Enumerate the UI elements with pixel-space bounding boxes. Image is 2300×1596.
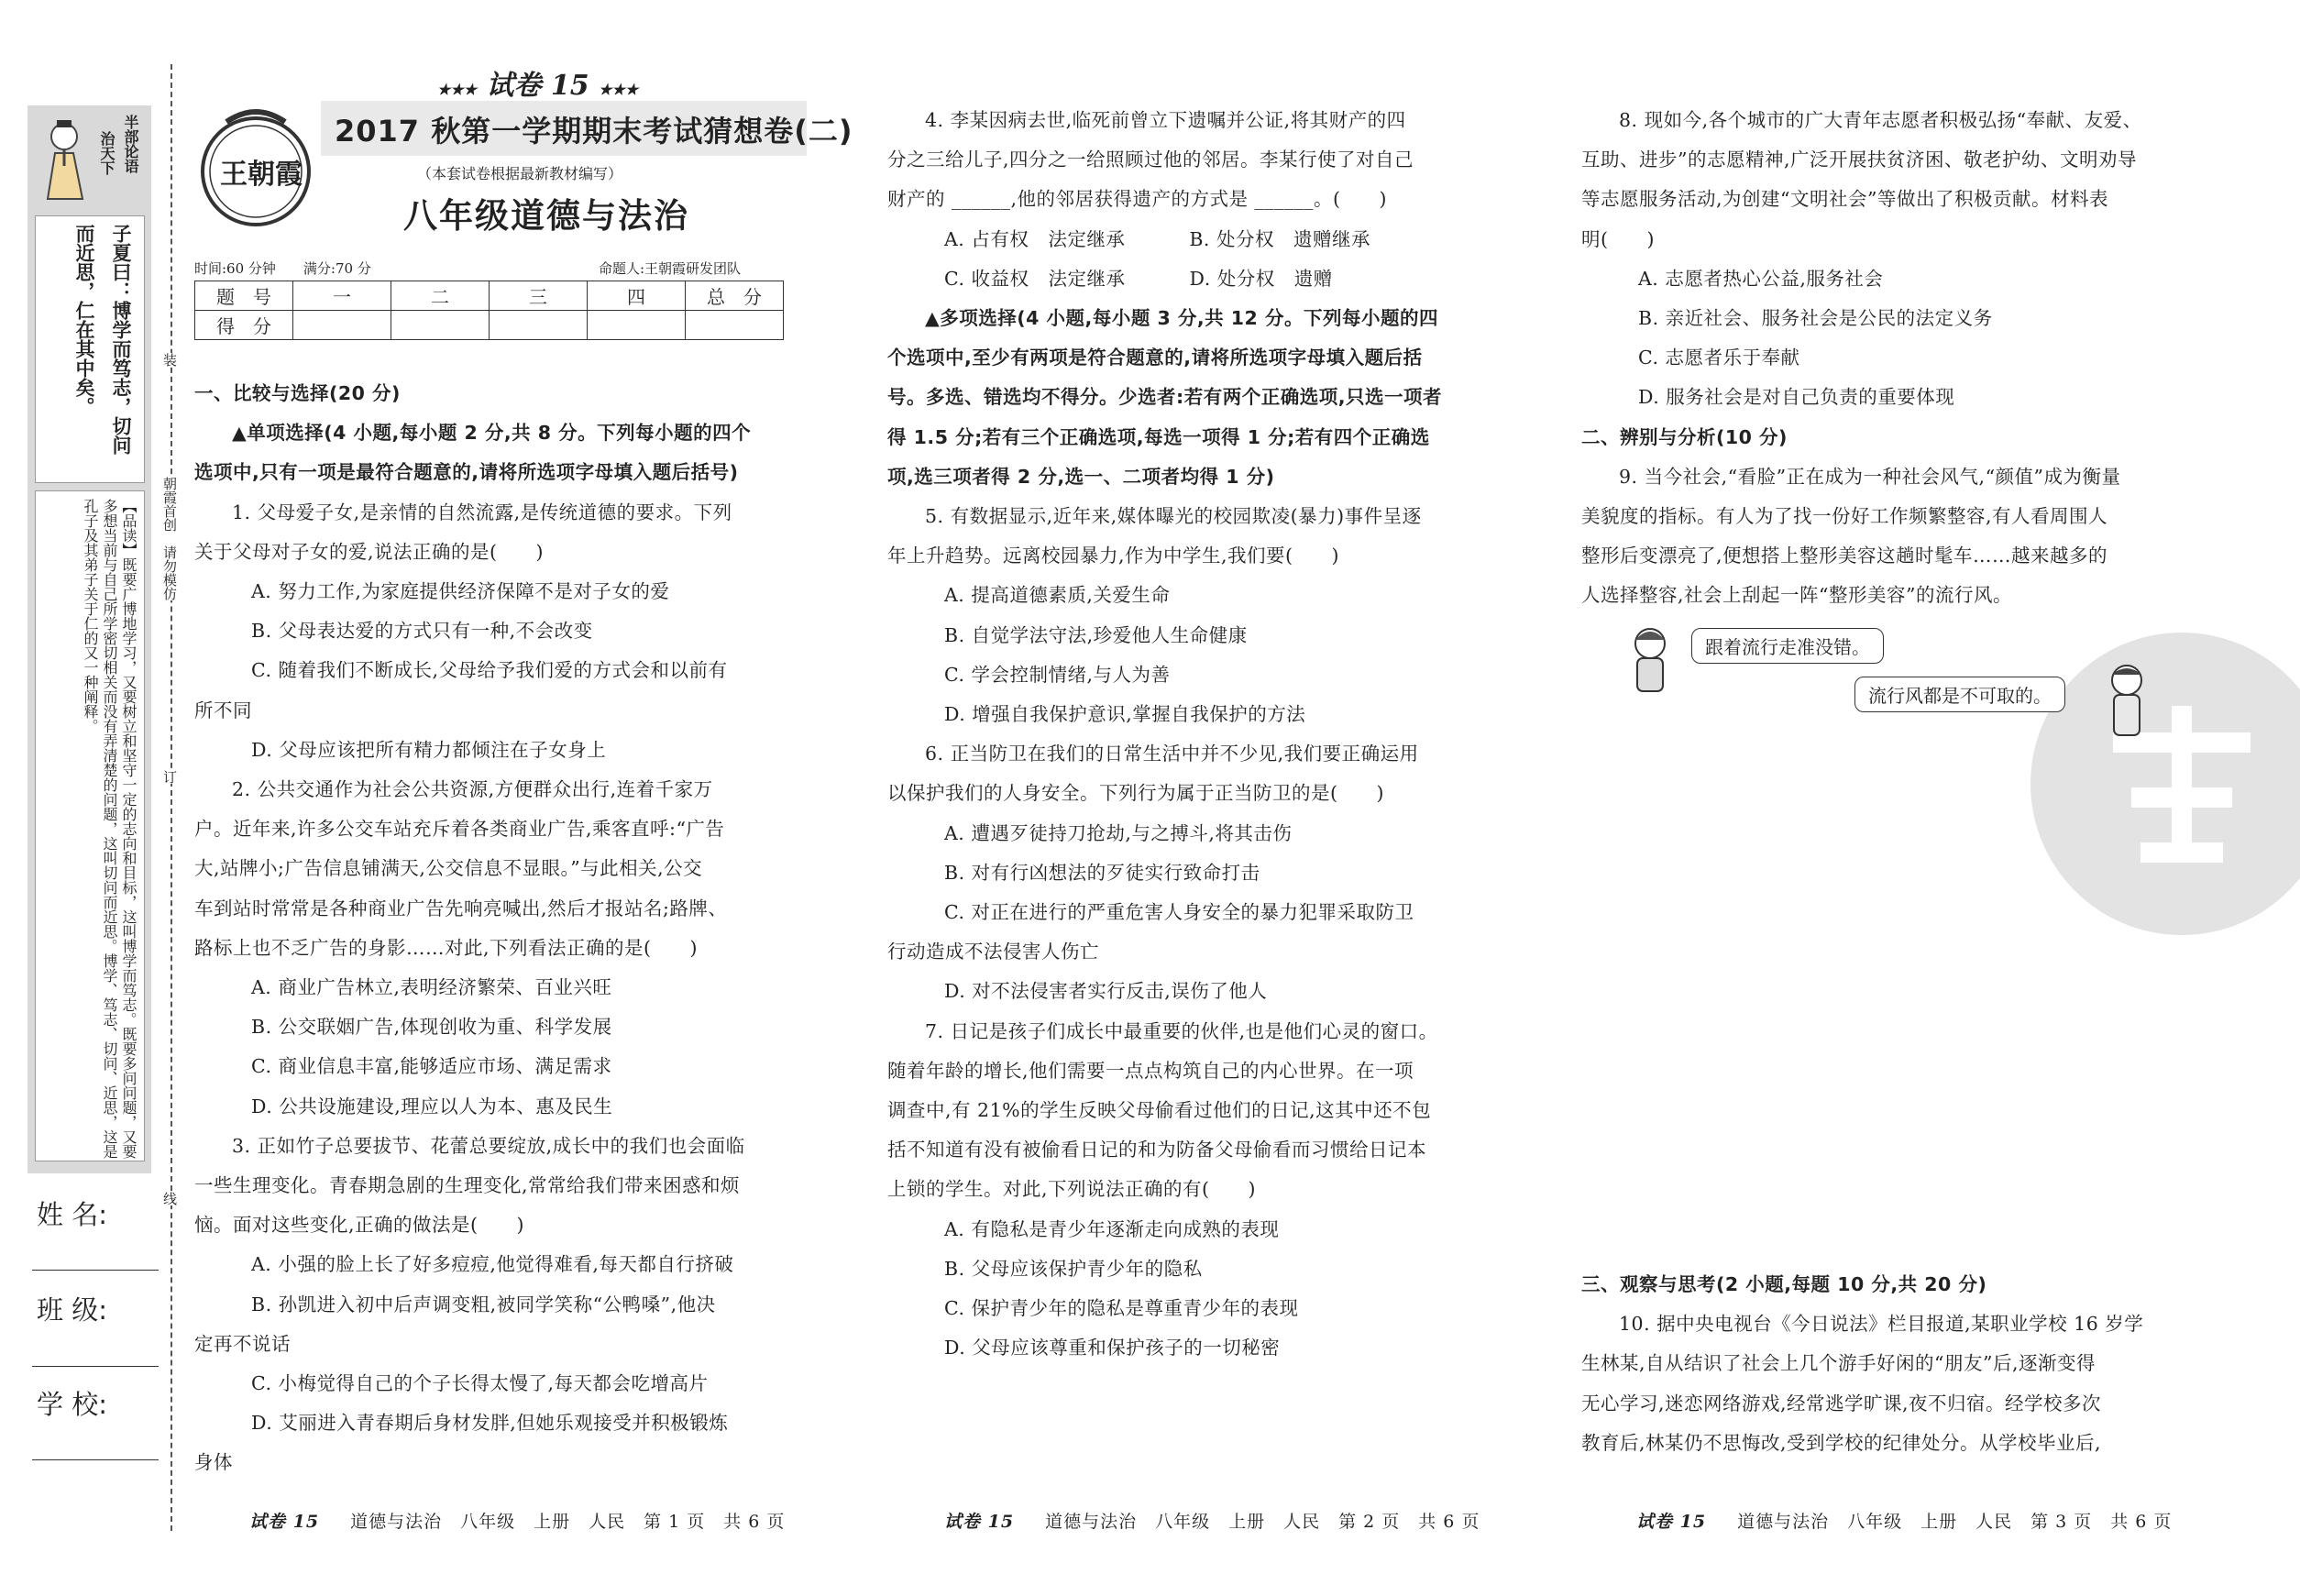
text-line: A. 小强的脸上长了好多痘痘,他觉得难看,每天都自行挤破 <box>251 1253 734 1276</box>
text-line: B. 自觉学法守法,珍爱他人生命健康 <box>944 623 1248 646</box>
text-line: C. 学会控制情绪,与人为善 <box>944 663 1171 686</box>
score-cell: 总 分 <box>686 281 784 311</box>
text-line: A. 商业广告林立,表明经济繁荣、百业兴旺 <box>251 976 612 999</box>
text-line: D. 父母应该把所有精力都倾注在子女身上 <box>251 738 607 761</box>
text-line: 行动造成不法侵害人伤亡 <box>887 941 1099 963</box>
text-line: D. 艾丽进入青春期后身材发胖,但她乐观接受并积极锻炼 <box>251 1412 729 1435</box>
text-line: 8. 现如今,各个城市的广大青年志愿者积极弘扬“奉献、友爱、 <box>1619 109 2142 131</box>
score-cell: 题 号 <box>195 281 293 311</box>
text-line: 1. 父母爱子女,是亲情的自然流露,是传统道德的要求。下列 <box>232 501 732 523</box>
text-line: 恼。面对这些变化,正确的做法是( ) <box>194 1214 525 1237</box>
text-line: 户。近年来,许多公交车站充斥着各类商业广告,乘客直呼:“广告 <box>194 818 725 841</box>
score-row-header <box>195 281 784 311</box>
text-line: 一些生理变化。青春期急剧的生理变化,常常给我们带来困惑和烦 <box>194 1174 741 1197</box>
text-line: 定再不说话 <box>194 1332 291 1355</box>
quote-line-1: 子夏曰：博学而笃志，切问 <box>110 224 133 455</box>
class-label: 班 级: <box>37 1294 107 1326</box>
quote-box <box>35 215 145 483</box>
cut-note-ding: 订 <box>161 770 178 784</box>
text-line: 等志愿服务活动,为创建“文明社会”等做出了积极贡献。材料表 <box>1581 188 2108 211</box>
page-3-column-bottom <box>1581 1265 2197 1463</box>
girl-figure-icon <box>1623 623 1678 697</box>
score-cell: 四 <box>588 281 686 311</box>
logo-text-2: 治天下 <box>98 131 116 175</box>
exam-note: （本套试卷根据最新教材编写） <box>417 165 623 182</box>
boy-figure-icon <box>2099 660 2154 743</box>
text-line: 括不知道有没有被偷看日记的和为防备父母偷看而习惯给日记本 <box>887 1139 1426 1161</box>
score-cell: 一 <box>293 281 391 311</box>
footer-page-2: 试卷 15 道德与法治 八年级 上册 人民 第 2 页 共 6 页 <box>944 1512 1480 1532</box>
page-2-column <box>887 101 1503 1369</box>
cut-line <box>171 64 172 1531</box>
text-line: 明( ) <box>1581 227 1655 250</box>
text-line: 生林某,自从结识了社会上几个游手好闲的“朋友”后,逐渐变得 <box>1581 1352 2096 1375</box>
text-line: 财产的 ______,他的邻居获得遗产的方式是 ______。( ) <box>887 188 1388 211</box>
text-line: B. 孙凯进入初中后声调变粗,被同学笑称“公鸭嗓”,他决 <box>251 1293 716 1315</box>
cut-note-xian: 线 <box>161 1192 178 1205</box>
text-line: B. 亲近社会、服务社会是公民的法定义务 <box>1638 307 1993 330</box>
text-line: D. 服务社会是对自己负责的重要体现 <box>1638 386 1955 409</box>
cut-note-zhuang: 装 <box>161 353 178 367</box>
text-line: C. 随着我们不断成长,父母给予我们爱的方式会和以前有 <box>251 659 728 682</box>
score-cell: 三 <box>490 281 588 311</box>
score-cell: 二 <box>391 281 490 311</box>
text-line: C. 小梅觉得自己的个子长得太慢了,每天都会吃增高片 <box>251 1372 709 1395</box>
text-line: 三、观察与思考(2 小题,每题 10 分,共 20 分) <box>1581 1273 1987 1295</box>
text-line: C. 保护青少年的隐私是尊重青少年的表现 <box>944 1297 1299 1320</box>
text-line: A. 有隐私是青少年逐渐走向成熟的表现 <box>944 1217 1280 1240</box>
text-line: 一、比较与选择(20 分) <box>194 382 401 404</box>
text-line: 年上升趋势。远离校园暴力,作为中学生,我们要( ) <box>887 545 1340 567</box>
text-line: A. 提高道德素质,关爱生命 <box>944 584 1171 607</box>
text-line: A. 努力工作,为家庭提供经济保障不是对子女的爱 <box>251 580 670 603</box>
text-line: 5. 有数据显示,近年来,媒体曝光的校园欺凌(暴力)事件呈逐 <box>925 505 1422 528</box>
time-score-info: 时间:60 分钟 满分:70 分 <box>194 260 371 277</box>
subject-title: 八年级道德与法治 <box>403 196 689 236</box>
confucius-figure-icon <box>39 118 90 201</box>
page-1-column <box>194 374 809 1483</box>
text-line: A. 占有权 法定继承 B. 处分权 遗赠继承 <box>944 227 1370 250</box>
text-line: 无心学习,迷恋网络游戏,经常逃学旷课,夜不归宿。经学校多次 <box>1581 1392 2102 1414</box>
school-field[interactable] <box>32 1459 159 1460</box>
text-line: 得 1.5 分;若有三个正确选项,每选一项得 1 分;若有四个正确选 <box>887 425 1430 448</box>
text-line: 互助、进步”的志愿精神,广泛开展扶贫济困、敬老护幼、文明劝导 <box>1581 149 2137 171</box>
score-input[interactable] <box>293 311 391 340</box>
score-cell: 得 分 <box>195 311 293 340</box>
score-input[interactable] <box>490 311 588 340</box>
score-input[interactable] <box>391 311 490 340</box>
text-line: D. 父母应该尊重和保护孩子的一切秘密 <box>944 1337 1281 1359</box>
text-line: 7. 日记是孩子们成长中最重要的伙伴,也是他们心灵的窗口。 <box>925 1019 1438 1042</box>
text-line: 6. 正当防卫在我们的日常生活中并不少见,我们要正确运用 <box>925 743 1419 765</box>
text-line: D. 对不法侵害者实行反击,误伤了他人 <box>944 980 1268 1003</box>
score-table <box>194 281 784 340</box>
text-line: 调查中,有 21%的学生反映父母偷看过他们的日记,这其中还不包 <box>887 1099 1432 1122</box>
sidebar <box>28 105 151 1173</box>
text-line: B. 对有行凶想法的歹徒实行致命打击 <box>944 861 1260 884</box>
text-line: 项,选三项者得 2 分,选一、二项者均得 1 分) <box>887 465 1275 488</box>
pindu-text: 【品读】既要广博地学习，又要树立和坚守一定的志向和目标，这叫博学而笃志。既要多问问题，又要多想当前与自己所学密切相关而没有弄清楚的问题，这叫切问而近思。博学、笃志、切问、近思，这是孔子及其弟子关于仁的又一种阐释。 <box>82 499 138 1159</box>
text-line: 所不同 <box>194 699 252 721</box>
quote-line-2: 而近思，仁在其中矣。 <box>73 224 96 416</box>
pindu-box <box>35 490 145 1161</box>
text-line: 分之三给儿子,四分之一给照顾过他的邻居。李某行使了对自己 <box>887 149 1414 171</box>
text-line: ▲多项选择(4 小题,每小题 3 分,共 12 分。下列每小题的四 <box>925 307 1438 330</box>
author-info: 命题人:王朝霞研发团队 <box>599 260 742 277</box>
text-line: C. 对正在进行的严重危害人身安全的暴力犯罪采取防卫 <box>944 901 1414 924</box>
logo-text-1: 半部论语 <box>122 115 139 173</box>
sidebar-logo <box>35 113 143 208</box>
text-line: A. 遭遇歹徒持刀抢劫,与之搏斗,将其击伤 <box>944 821 1293 844</box>
text-line: D. 公共设施建设,理应以人为本、惠及民生 <box>251 1095 613 1117</box>
text-line: C. 商业信息丰富,能够适应市场、满足需求 <box>251 1055 612 1078</box>
text-line: 2. 公共交通作为社会公共资源,方便群众出行,连着千家万 <box>232 778 713 801</box>
text-line: 上锁的学生。对此,下列说法正确的有( ) <box>887 1178 1257 1201</box>
text-line: C. 收益权 法定继承 D. 处分权 遗赠 <box>944 267 1333 290</box>
speech-bubble-1: 跟着流行走准没错。 <box>1691 628 1884 664</box>
text-line: 个选项中,至少有两项是符合题意的,请将所选项字母填入题后括 <box>887 347 1423 369</box>
text-line: 教育后,林某仍不思悔改,受到学校的纪律处分。从学校毕业后, <box>1581 1431 2102 1454</box>
text-line: 号。多选、错选均不得分。少选者:若有两个正确选项,只选一项者 <box>887 386 1442 409</box>
text-line: 身体 <box>194 1451 233 1474</box>
speech-bubble-2: 流行风都是不可取的。 <box>1854 677 2065 712</box>
text-line: 车到站时常常是各种商业广告先响亮喊出,然后才报站名;路牌、 <box>194 897 728 919</box>
score-input[interactable] <box>588 311 686 340</box>
brand-logo-text: 王朝霞 <box>220 159 303 191</box>
text-line: 关于父母对子女的爱,说法正确的是( ) <box>194 540 545 563</box>
text-line: 3. 正如竹子总要拔节、花蕾总要绽放,成长中的我们也会面临 <box>232 1134 745 1157</box>
score-row-values <box>195 311 784 340</box>
text-line: 4. 李某因病去世,临死前曾立下遗嘱并公证,将其财产的四 <box>925 109 1406 131</box>
class-field[interactable] <box>32 1366 159 1367</box>
footer-page-3: 试卷 15 道德与法治 八年级 上册 人民 第 3 页 共 6 页 <box>1636 1512 2173 1532</box>
text-line: A. 志愿者热心公益,服务社会 <box>1638 267 1884 290</box>
text-line: 以保护我们的人身安全。下列行为属于正当防卫的是( ) <box>887 782 1384 805</box>
watermark-stamp <box>2030 633 2300 935</box>
brand-logo <box>194 105 318 234</box>
text-line: 美貌度的指标。有人为了找一份好工作频繁整容,有人看周围人 <box>1581 505 2108 528</box>
text-line: 随着年龄的增长,他们需要一点点构筑自己的内心世界。在一项 <box>887 1059 1414 1082</box>
text-line: D. 增强自我保护意识,掌握自我保护的方法 <box>944 703 1306 726</box>
text-line: 整形后变漂亮了,便想搭上整形美容这趟时髦车……越来越多的 <box>1581 545 2108 567</box>
text-line: 二、辨别与分析(10 分) <box>1581 425 1788 448</box>
page-3-column-top <box>1581 101 2197 616</box>
school-label: 学 校: <box>37 1389 107 1420</box>
text-line: 人选择整容,社会上刮起一阵“整形美容”的流行风。 <box>1581 584 2012 607</box>
exam-title: 2017 秋第一学期期末考试猜想卷(二) <box>335 114 853 149</box>
text-line: 9. 当今社会,“看脸”正在成为一种社会风气,“颜值”成为衡量 <box>1619 465 2121 488</box>
text-line: B. 公交联姻广告,体现创收为重、科学发展 <box>251 1016 612 1039</box>
text-line: 大,站牌小;广告信息铺满天,公交信息不显眼。”与此相关,公交 <box>194 857 703 880</box>
footer-page-1: 试卷 15 道德与法治 八年级 上册 人民 第 1 页 共 6 页 <box>249 1512 786 1532</box>
name-field[interactable] <box>32 1270 159 1271</box>
text-line: B. 父母表达爱的方式只有一种,不会改变 <box>251 620 593 643</box>
paper-series: ★★★ 试卷 15 ★★★ <box>437 70 639 102</box>
text-line: B. 父母应该保护青少年的隐私 <box>944 1257 1203 1280</box>
text-line: 选项中,只有一项是最符合题意的,请将所选项字母填入题后括号) <box>194 461 739 484</box>
text-line: 路标上也不乏广告的身影……对此,下列看法正确的是( ) <box>194 936 699 959</box>
name-label: 姓 名: <box>37 1199 107 1230</box>
text-line: ▲单项选择(4 小题,每小题 2 分,共 8 分。下列每小题的四个 <box>232 422 752 445</box>
text-line: C. 志愿者乐于奉献 <box>1638 347 1800 369</box>
cut-note-copyright: 朝霞首创 请勿模仿 <box>161 477 178 600</box>
score-input[interactable] <box>686 311 784 340</box>
text-line: 10. 据中央电视台《今日说法》栏目报道,某职业学校 16 岁学 <box>1619 1313 2144 1336</box>
